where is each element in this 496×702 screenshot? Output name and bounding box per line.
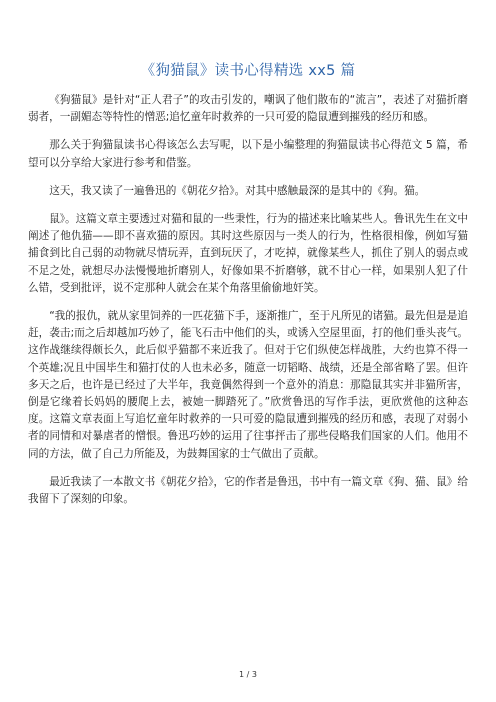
document-title: 《狗猫鼠》读书心得精选 xx5 篇	[140, 63, 356, 79]
paragraph-analysis: 鼠》。这篇文章主要透过对猫和鼠的一些秉性，行为的描述来比喻某些人。鲁讯先生在文中阐述了他仇猫——即不喜欢猫的原因。其时这些原因与一类人的行为，性格很相像，例如写猫捕食到比自己弱的动物就尽情玩弄，直到玩厌了，才吃掉，就像某些人，抓住了别人的弱点或不足之处，就想尽办法慢慢地折磨别人，好像如果不折磨够，就不甘心一样，如果别人犯了什么错，受到批评，说不定那种人就会在某个角落里偷偷地奸笑。	[28, 213, 468, 294]
paragraph-reading-again: 这天，我又读了一遍鲁迅的《朝花夕拾》。对其中感触最深的是其中的《狗。猫。	[49, 184, 426, 197]
paragraph-preface: 那么关于狗猫鼠读书心得该怎么去写呢，以下是小编整理的狗猫鼠读书心得范文 5 篇，希望可以分享给大家进行参考和借鉴。	[28, 139, 468, 169]
paragraph-recent-reading: 最近我读了一本散文书《朝花夕拾》，它的作者是鲁迅，书中有一篇文章《狗、猫、鼠》给我留下了深刻的印象。	[28, 475, 468, 506]
page-number: 1 / 3	[239, 670, 257, 679]
document-body	[28, 92, 468, 519]
paragraph-intro: 《狗猫鼠》是针对“正人君子”的攻击引发的，嘲讽了他们散布的“流言”，表述了对猫折磨弱者，一副媚态等特性的憎恶;追忆童年时救养的一只可爱的隐鼠遭到摧残的经历和感。	[28, 94, 468, 124]
paragraph-quote: “我的报仇，就从家里饲养的一匹花猫下手，逐渐推广，至于凡所见的诸猫。最先但是是追赶，袭击;而之后却越加巧妙了，能飞石击中他们的头，或诱入空屋里面，打的他们垂头丧气。这作战继续得颇长久，此后似乎猫都不来近我了。但对于它们纵使怎样战胜，大约也算不得一个英雄;况且中国毕生和猫打仗的人也未必多，随意一切韬略、战绩，还是全部省略了罢。但许多天之后，也许是已经过了大半年，我竟偶然得到一个意外的消息：那隐鼠其实并非猫所害，倒是它缘着长妈妈的腰爬上去，被她一脚踏死了。”欣赏鲁迅的写作手法，更欣赏他的这种态度。这篇文章表面上写追忆童年时救养的一只可爱的隐鼠遭到摧残的经历和感，表现了对弱小者的同情和对暴虐者的憎恨。鲁迅巧妙的运用了往事抨击了那些侵略我们国家的人们。他用不同的方法，做了自己力所能及，为鼓舞国家的士气做出了贡献。	[28, 310, 468, 460]
